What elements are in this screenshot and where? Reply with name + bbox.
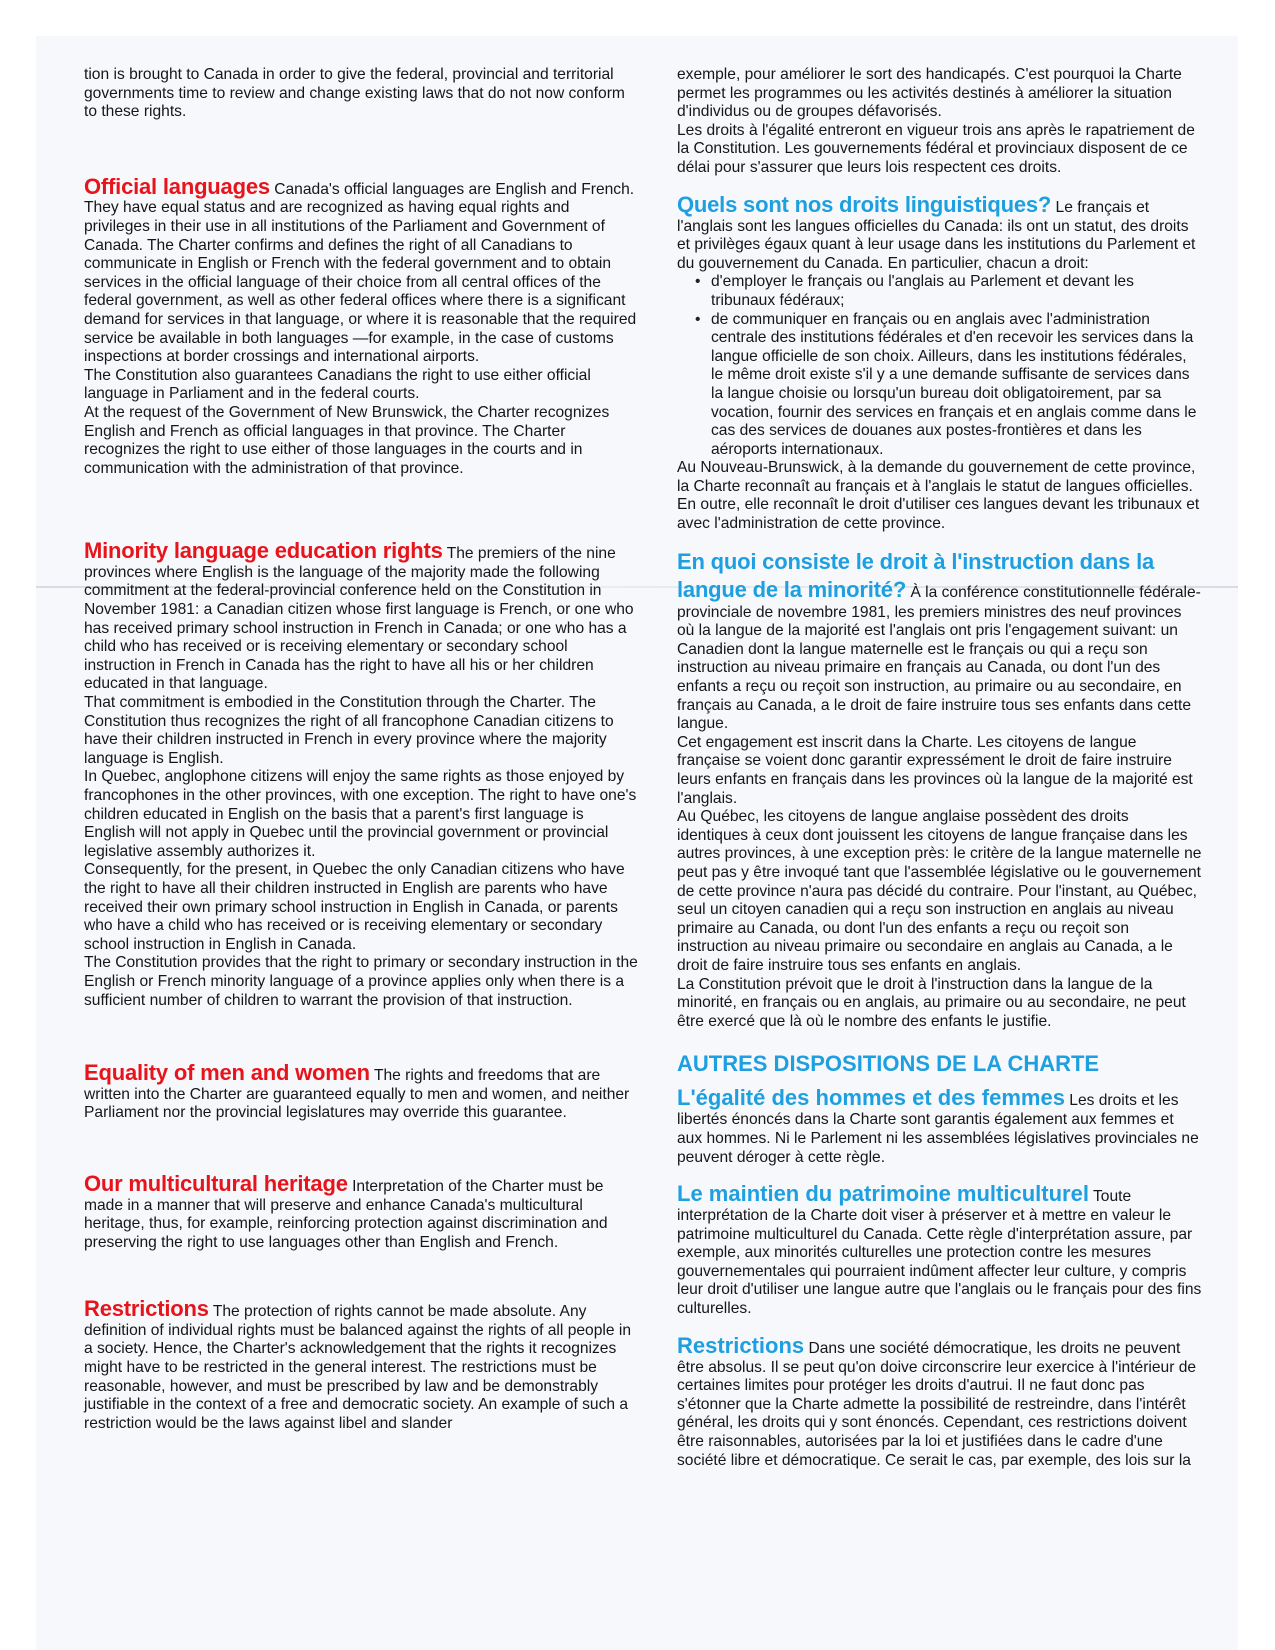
section-droits-linguistiques — [677, 192, 1202, 534]
heading-instruction-minorite: En quoi consiste le droit à l'instruction dans la langue de la minorité? — [677, 548, 1155, 602]
heading-egalite: L'égalité des hommes et des femmes — [677, 1085, 1065, 1111]
rights-list — [677, 273, 1202, 459]
paragraph: The Constitution also guarantees Canadians the right to use either official language in Parliament and in the federal courts. — [84, 366, 591, 403]
english-column — [84, 66, 639, 1433]
section-instruction-minorite — [677, 548, 1202, 1032]
paragraph: In Quebec, anglophone citizens will enjoy the same rights as those enjoyed by francophones in the other provinces, with one exception. The right to have one's children educated in English on the basis that a parent's first language is English will not apply in Quebec until the provincial government or provincial legislative assembly authorizes it. — [84, 768, 637, 860]
section-patrimoine — [677, 1181, 1202, 1319]
section-restrictions-fr — [677, 1333, 1202, 1471]
list-item: • de communiquer en français ou en anglais avec l'administration centrale des institutions fédérales et d'en recevoir les services dans la langue officielle de son choix. Ailleurs, dans les institutions fédérales, le même droit existe s'il y a une demande suffisante de services dans la langue choisie ou lorsqu'un bureau doit obligatoirement, par sa vocation, fournir des services en français et en anglais comme dans le cas des services de douanes aux postes-frontières et dans les aéroports internationaux. — [711, 311, 1202, 460]
heading-minority-education: Minority language education rights — [84, 538, 443, 564]
list-item: • d'employer le français ou l'anglais au Parlement et devant les tribunaux fédéraux; — [711, 273, 1202, 310]
intro-paragraph: Les droits à l'égalité entreront en vigueur trois ans après le rapatriement de la Constitution. Les gouvernements fédéral et provinciaux disposent de ce délai pour s'assurer que leurs lois respectent ces droits. — [677, 121, 1195, 176]
heading-multicultural: Our multicultural heritage — [84, 1170, 348, 1196]
paragraph: Toute interprétation de la Charte doit viser à préserver et à mettre en valeur le patrimoine multiculturel du Canada. Cette règle d'interprétation assure, par exemple, aux minorités culturelles une protection contre les mesures gouvernementales qui pourraient indûment affecter leur culture, y compris leur droit d'utiliser une langue autre que l'anglais ou le français pour des fins culturelles. — [677, 1188, 1202, 1318]
section-minority-education — [84, 540, 639, 1010]
paragraph: Les droits et les libertés énoncés dans la Charte sont garantis également aux femmes et aux hommes. Ni le Parlement ni les assemblées législatives provinciales ne peuvent déroger à cette règle. — [677, 1092, 1199, 1166]
heading-equality: Equality of men and women — [84, 1060, 370, 1086]
heading-patrimoine: Le maintien du patrimoine multiculturel — [677, 1181, 1089, 1207]
section-egalite — [677, 1085, 1202, 1167]
paragraph: The Constitution provides that the right to primary or secondary instruction in the English or French minority language of a province applies only when there is a sufficient number of children to warrant the provision of that instruction. — [84, 954, 638, 1009]
paragraph: Interpretation of the Charter must be made in a manner that will preserve and enhance Canada's multicultural heritage, thus, for example, reinforcing protection against discrimination and preserving the right to use languages other than English and French. — [84, 1177, 608, 1251]
paragraph: Canada's official languages are English and French. They have equal status and are recognized as having equal rights and privileges in their use in all institutions of the Parliament and Government of Canada. The Charter confirms and defines the right of all Canadians to communicate in English or French with the federal government and to obtain services in the official language of their choice from all central offices of the federal government, as well as other federal offices where there is a significant demand for services in that language, or where it is reasonable that the required service be available in both languages —for example, in the case of customs inspections at border crossings and international airports. — [84, 180, 637, 366]
paragraph: Au Québec, les citoyens de langue anglaise possèdent des droits identiques à ceux dont jouissent les citoyens de langue française dans les autres provinces, à une exception près: le critère de la langue maternelle ne peut pas y être invoqué tant que l'assemblée législative ou le gouvernement de cette province n'aura pas décidé du contraire. Pour l'instant, au Québec, seul un citoyen canadien qui a reçu son instruction en anglais au niveau primaire au Canada, ou dont l'un des enfants a reçu ou reçoit son instruction au niveau primaire ou secondaire en anglais au Canada, a le droit de faire instruire tous ses enfants en anglais. — [677, 808, 1202, 974]
paragraph: Dans une société démocratique, les droits ne peuvent être absolus. Il se peut qu'on doive circonscrire leur exercice à l'intérieur de certaines limites pour protéger les droits d'autrui. Il ne faut donc pas s'étonner que la Charte admette la possibilité de restreindre, dans l'intérêt général, les droits qui y sont énoncés. Cependant, ces restrictions doivent être raisonnables, autorisées par la loi et justifiées dans le cadre d'une société libre et démocratique. Ce serait le cas, par exemple, des lois sur la — [677, 1339, 1197, 1469]
paragraph: The protection of rights cannot be made absolute. Any definition of individual rights must be balanced against the rights of all people in a society. Hence, the Charter's acknowledgement that the rights it recognizes might have to be restricted in the general interest. The restrictions must be reasonable, however, and must be prescribed by law and be demonstrably justifiable in the context of a free and democratic society. An example of such a restriction would be the laws against libel and slander — [84, 1303, 631, 1432]
document-page — [36, 36, 1238, 1650]
heading-official-languages: Official languages — [84, 173, 270, 199]
section-official-languages — [84, 173, 639, 479]
intro-paragraph: exemple, pour améliorer le sort des handicapés. C'est pourquoi la Charte permet les programmes ou les activités destinés à améliorer la situation d'individus ou de groupes défavorisés. — [677, 66, 1182, 121]
heading-autres-dispositions: AUTRES DISPOSITIONS DE LA CHARTE — [677, 1051, 1100, 1077]
heading-restrictions: Restrictions — [84, 1296, 209, 1322]
section-equality — [84, 1062, 639, 1123]
section-restrictions — [84, 1298, 639, 1433]
intro-paragraph: tion is brought to Canada in order to give the federal, provincial and territorial governments time to review and change existing laws that do not now conform to these rights. — [84, 66, 625, 121]
heading-droits-linguistiques: Quels sont nos droits linguistiques? — [677, 191, 1052, 217]
paragraph: À la conférence constitutionnelle fédérale-provinciale de novembre 1981, les premiers ministres des neuf provinces où la langue de la majorité est l'anglais ont pris l'engagement suivant: un Canadien dont la langue maternelle est le français ou qui a reçu son instruction au niveau primaire en français au Canada, ou dont l'un des enfants a reçu ou reçoit son instruction, au primaire ou au secondaire, en français au Canada, a le droit de faire instruire tous ses enfants dans cette langue. — [677, 583, 1201, 733]
paragraph: That commitment is embodied in the Constitution through the Charter. The Constitution thus recognizes the right of all francophone Canadian citizens to have their children instructed in French in every province where the majority language is English. — [84, 694, 614, 767]
paragraph: The premiers of the nine provinces where English is the language of the majority made the following commitment at the federal-provincial conference held on the Constitution in November 1981: a Canadian citizen whose first language is French, or one who has received primary school instruction in French in Canada; or one who has a child who has received or is receiving elementary or secondary school instruction in French in Canada has the right to have all his or her children educated in that language. — [84, 545, 634, 693]
paragraph: La Constitution prévoit que le droit à l'instruction dans la langue de la minorité, en français ou en anglais, au primaire ou au secondaire, ne peut être exercé que là où le nombre des enfants le justifie. — [677, 975, 1186, 1030]
heading-restrictions-fr: Restrictions — [677, 1332, 805, 1358]
paragraph: Consequently, for the present, in Quebec the only Canadian citizens who have the right to have all their children instructed in English are parents who have received their own primary school instruction in English in Canada, or parents who have a child who has received or is receiving elementary or secondary school instruction in English in Canada. — [84, 861, 625, 953]
paragraph: Cet engagement est inscrit dans la Charte. Les citoyens de langue française se voient donc garantir expressément le droit de faire instruire leurs enfants en français dans les provinces où la langue de la majorité est l'anglais. — [677, 733, 1193, 807]
french-column — [677, 66, 1202, 1470]
section-multicultural — [84, 1170, 639, 1252]
paragraph: Au Nouveau-Brunswick, à la demande du gouvernement de cette province, la Charte reconnaît au français et à l'anglais le statut de langues officielles. En outre, elle reconnaît le droit d'utiliser ces langues devant les tribunaux et avec l'administration de cette province. — [677, 459, 1200, 533]
paragraph: Le français et l'anglais sont les langues officielles du Canada: ils ont un statut, des droits et privilèges égaux quant à leur usage dans les institutions du Parlement et du gouvernement du Canada. En particulier, chacun a droit: — [677, 198, 1196, 272]
paragraph: At the request of the Government of New Brunswick, the Charter recognizes English and French as official languages in that province. The Charter recognizes the right to use either of those languages in the courts and in communication with the administration of that province. — [84, 403, 610, 477]
paragraph: The rights and freedoms that are written into the Charter are guaranteed equally to men and women, and neither Parliament nor the provincial legislatures may override this guarantee. — [84, 1067, 630, 1122]
